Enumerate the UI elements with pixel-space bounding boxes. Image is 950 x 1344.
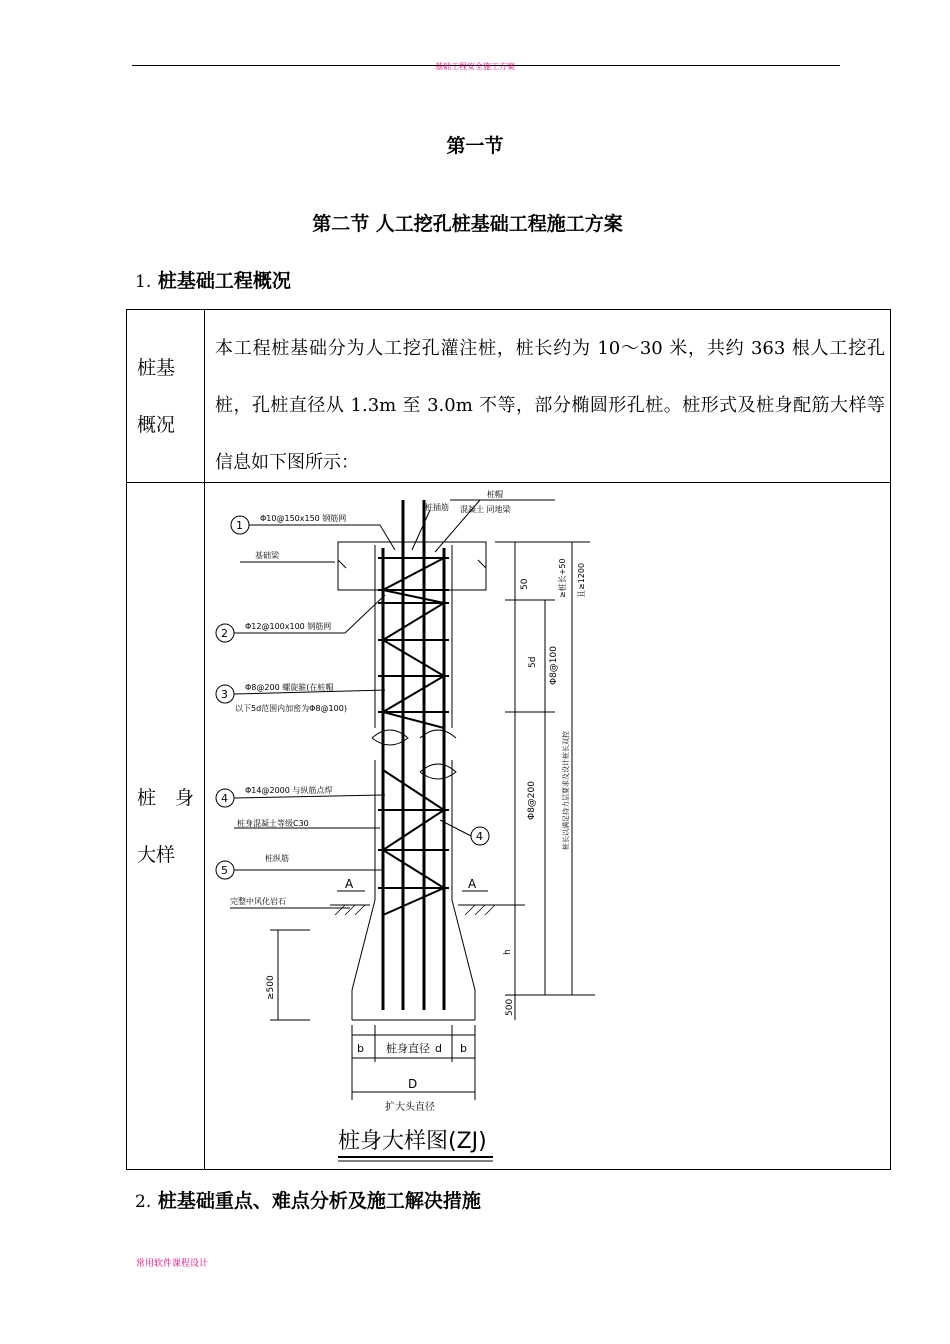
dim-phi8-200: Φ8@200: [527, 781, 537, 820]
pile-detail-drawing: [205, 483, 890, 1169]
label-jichuliang: 基础梁: [255, 551, 279, 560]
table-rule-right: [890, 309, 891, 1170]
table-rule-top: [126, 309, 891, 310]
dim-long: 桩长以满足持力层要求及设计桩长双控: [562, 731, 570, 850]
subheading-2: [135, 1186, 481, 1213]
label-c1: Φ10@150x150 钢筋网: [260, 514, 347, 523]
overview-text: 本工程桩基础分为人工挖孔灌注桩，桩长约为 10～30 米，共约 363 根人工挖孔桩，孔桩直径从 1.3m 至 3.0m 不等，部分椭圆形孔桩。桩形式及桩身配筋大样等信息如下图所示：: [215, 338, 885, 473]
drawing-title: 桩身大样图(ZJ): [338, 1129, 487, 1154]
section-a-right: A: [468, 877, 477, 891]
callout-3: 3: [221, 688, 228, 701]
label-c3b: 以下5d范围内加密为Φ8@100): [235, 704, 347, 713]
dim-phi8-100: Φ8@100: [549, 646, 559, 685]
subheading-2-number: 2.: [135, 1192, 152, 1212]
label-c4: Φ14@2000 与纵筋点焊: [245, 786, 333, 795]
dim-b-right: b: [460, 1042, 467, 1055]
dim-d-label: 桩身直径: [386, 1042, 430, 1055]
row2-label-line2: 大样: [137, 844, 176, 866]
label-zhuomao: 桩帽: [487, 490, 503, 499]
subheading-1: [135, 266, 291, 293]
section2-heading: 第二节 人工挖孔桩基础工程施工方案: [312, 213, 623, 235]
label-c2: Φ12@100x100 钢筋网: [245, 622, 332, 631]
dim-h: h: [503, 949, 513, 955]
callout-4: 4: [221, 792, 228, 805]
dim-D-label: 扩大头直径: [385, 1102, 435, 1113]
rebar-cage: [383, 500, 444, 1010]
dim-top2: 且≥1200: [577, 562, 586, 598]
label-c3a: Φ8@200 螺旋箍(在桩帽: [245, 683, 334, 692]
section1-heading: 第一节: [446, 135, 504, 157]
callout-4b: 4: [476, 830, 483, 843]
dim-50: 50: [520, 578, 530, 590]
dim-top: ≥桩长+50: [558, 558, 567, 598]
subheading-2-text: 桩基础重点、难点分析及施工解决措施: [157, 1190, 481, 1212]
dim-d: d: [435, 1042, 442, 1055]
label-hunningtu: 混凝土 同地梁: [460, 505, 511, 514]
label-zhuchajin: 桩插筋: [425, 503, 449, 512]
dim-D: D: [408, 1077, 418, 1091]
dim-b-left: b: [357, 1042, 364, 1055]
label-c5: 桩纵筋: [265, 854, 289, 863]
subheading-1-number: 1.: [135, 272, 152, 292]
row1-label-line1: 桩基: [137, 357, 176, 379]
dim-500: 500: [505, 998, 515, 1016]
row1-label-line2: 概况: [137, 414, 176, 436]
dim-5d: 5d: [528, 656, 538, 668]
dim-ge500: ≥500: [266, 975, 276, 1000]
label-concrete: 桩身混凝土等级C30: [237, 819, 309, 828]
subheading-1-text: 桩基础工程概况: [157, 270, 291, 292]
callout-5: 5: [221, 864, 228, 877]
row2-label-line1: 桩 身: [137, 787, 195, 809]
table-rule-bottom: [126, 1169, 891, 1170]
footer-text: 常用软件课程设计: [136, 1259, 209, 1269]
header-title: 基础工程安全施工方案: [435, 62, 515, 71]
section-a-left: A: [345, 877, 354, 891]
label-rock: 完整中风化岩石: [230, 897, 286, 906]
table-rule-left: [126, 309, 127, 1170]
callout-1: 1: [236, 519, 243, 532]
callout-2: 2: [221, 627, 228, 640]
